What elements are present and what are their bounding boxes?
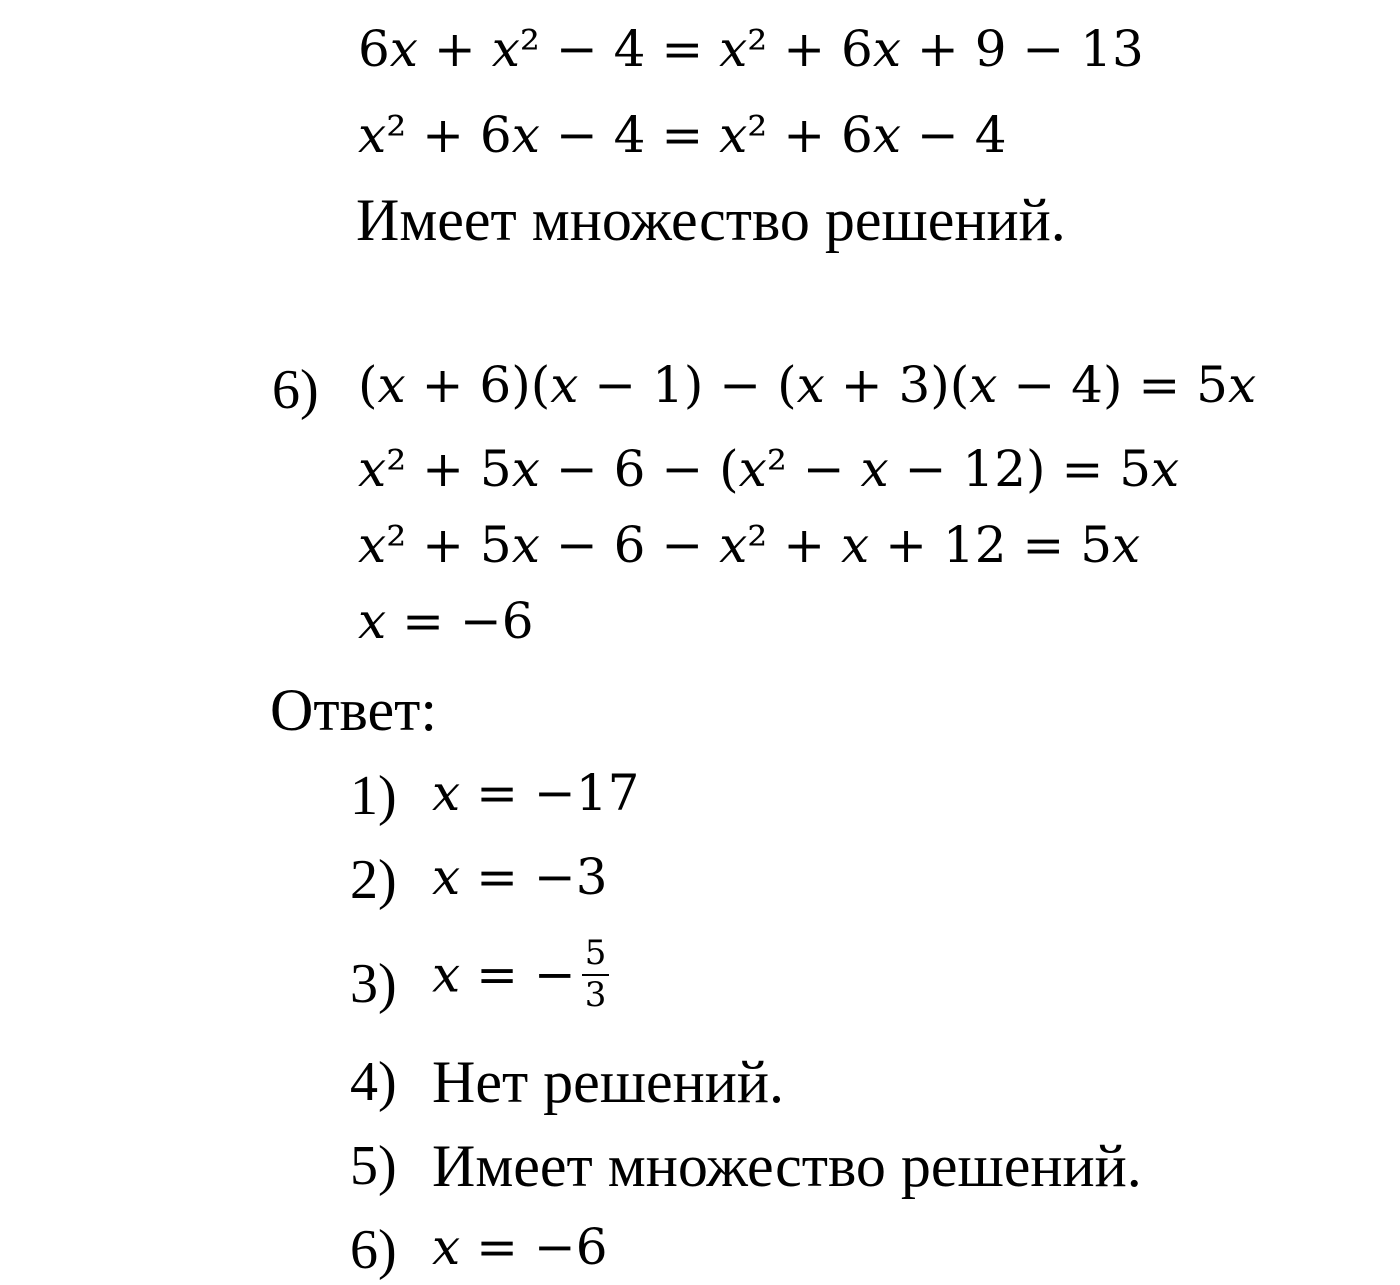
problem-6-number: 6) bbox=[272, 359, 319, 421]
answer-item-4-value: Нет решений. bbox=[432, 1049, 784, 1115]
problem-6-equation-line-3: 𝑥² + 5𝑥 − 6 − 𝑥² + 𝑥 + 12 = 5𝑥 bbox=[358, 516, 1141, 574]
answer-heading: Ответ: bbox=[270, 677, 438, 743]
answer-item-6-value: 𝑥 = −6 bbox=[432, 1218, 608, 1276]
answer-item-1-number: 1) bbox=[350, 765, 397, 827]
answer-item-3-value bbox=[432, 933, 609, 1015]
answer-item-2-number: 2) bbox=[350, 849, 397, 911]
answer-item-3-number: 3) bbox=[350, 953, 397, 1015]
problem-6-result: 𝑥 = −6 bbox=[358, 592, 534, 650]
answer-item-6-number: 6) bbox=[350, 1219, 397, 1281]
prev-equation-line-2: 𝑥² + 6𝑥 − 4 = 𝑥² + 6𝑥 − 4 bbox=[358, 106, 1007, 164]
answer-item-3-fraction bbox=[582, 933, 610, 1015]
answer-item-5-value: Имеет множество решений. bbox=[432, 1133, 1142, 1199]
problem-6-equation-line-1: (𝑥 + 6)(𝑥 − 1) − (𝑥 + 3)(𝑥 − 4) = 5𝑥 bbox=[358, 356, 1257, 414]
answer-item-1-value: 𝑥 = −17 bbox=[432, 764, 640, 822]
answer-item-4-number: 4) bbox=[350, 1051, 397, 1113]
fraction-numerator: 5 bbox=[582, 936, 610, 976]
answer-item-2-value: 𝑥 = −3 bbox=[432, 848, 608, 906]
prev-conclusion: Имеет множество решений. bbox=[356, 187, 1066, 253]
prev-equation-line-1: 6𝑥 + 𝑥² − 4 = 𝑥² + 6𝑥 + 9 − 13 bbox=[358, 20, 1144, 78]
problem-6-equation-line-2: 𝑥² + 5𝑥 − 6 − (𝑥² − 𝑥 − 12) = 5𝑥 bbox=[358, 440, 1180, 498]
fraction-denominator: 3 bbox=[584, 974, 607, 1015]
answer-item-5-number: 5) bbox=[350, 1135, 397, 1197]
answer-item-3-prefix: 𝑥 = − bbox=[432, 945, 576, 1004]
